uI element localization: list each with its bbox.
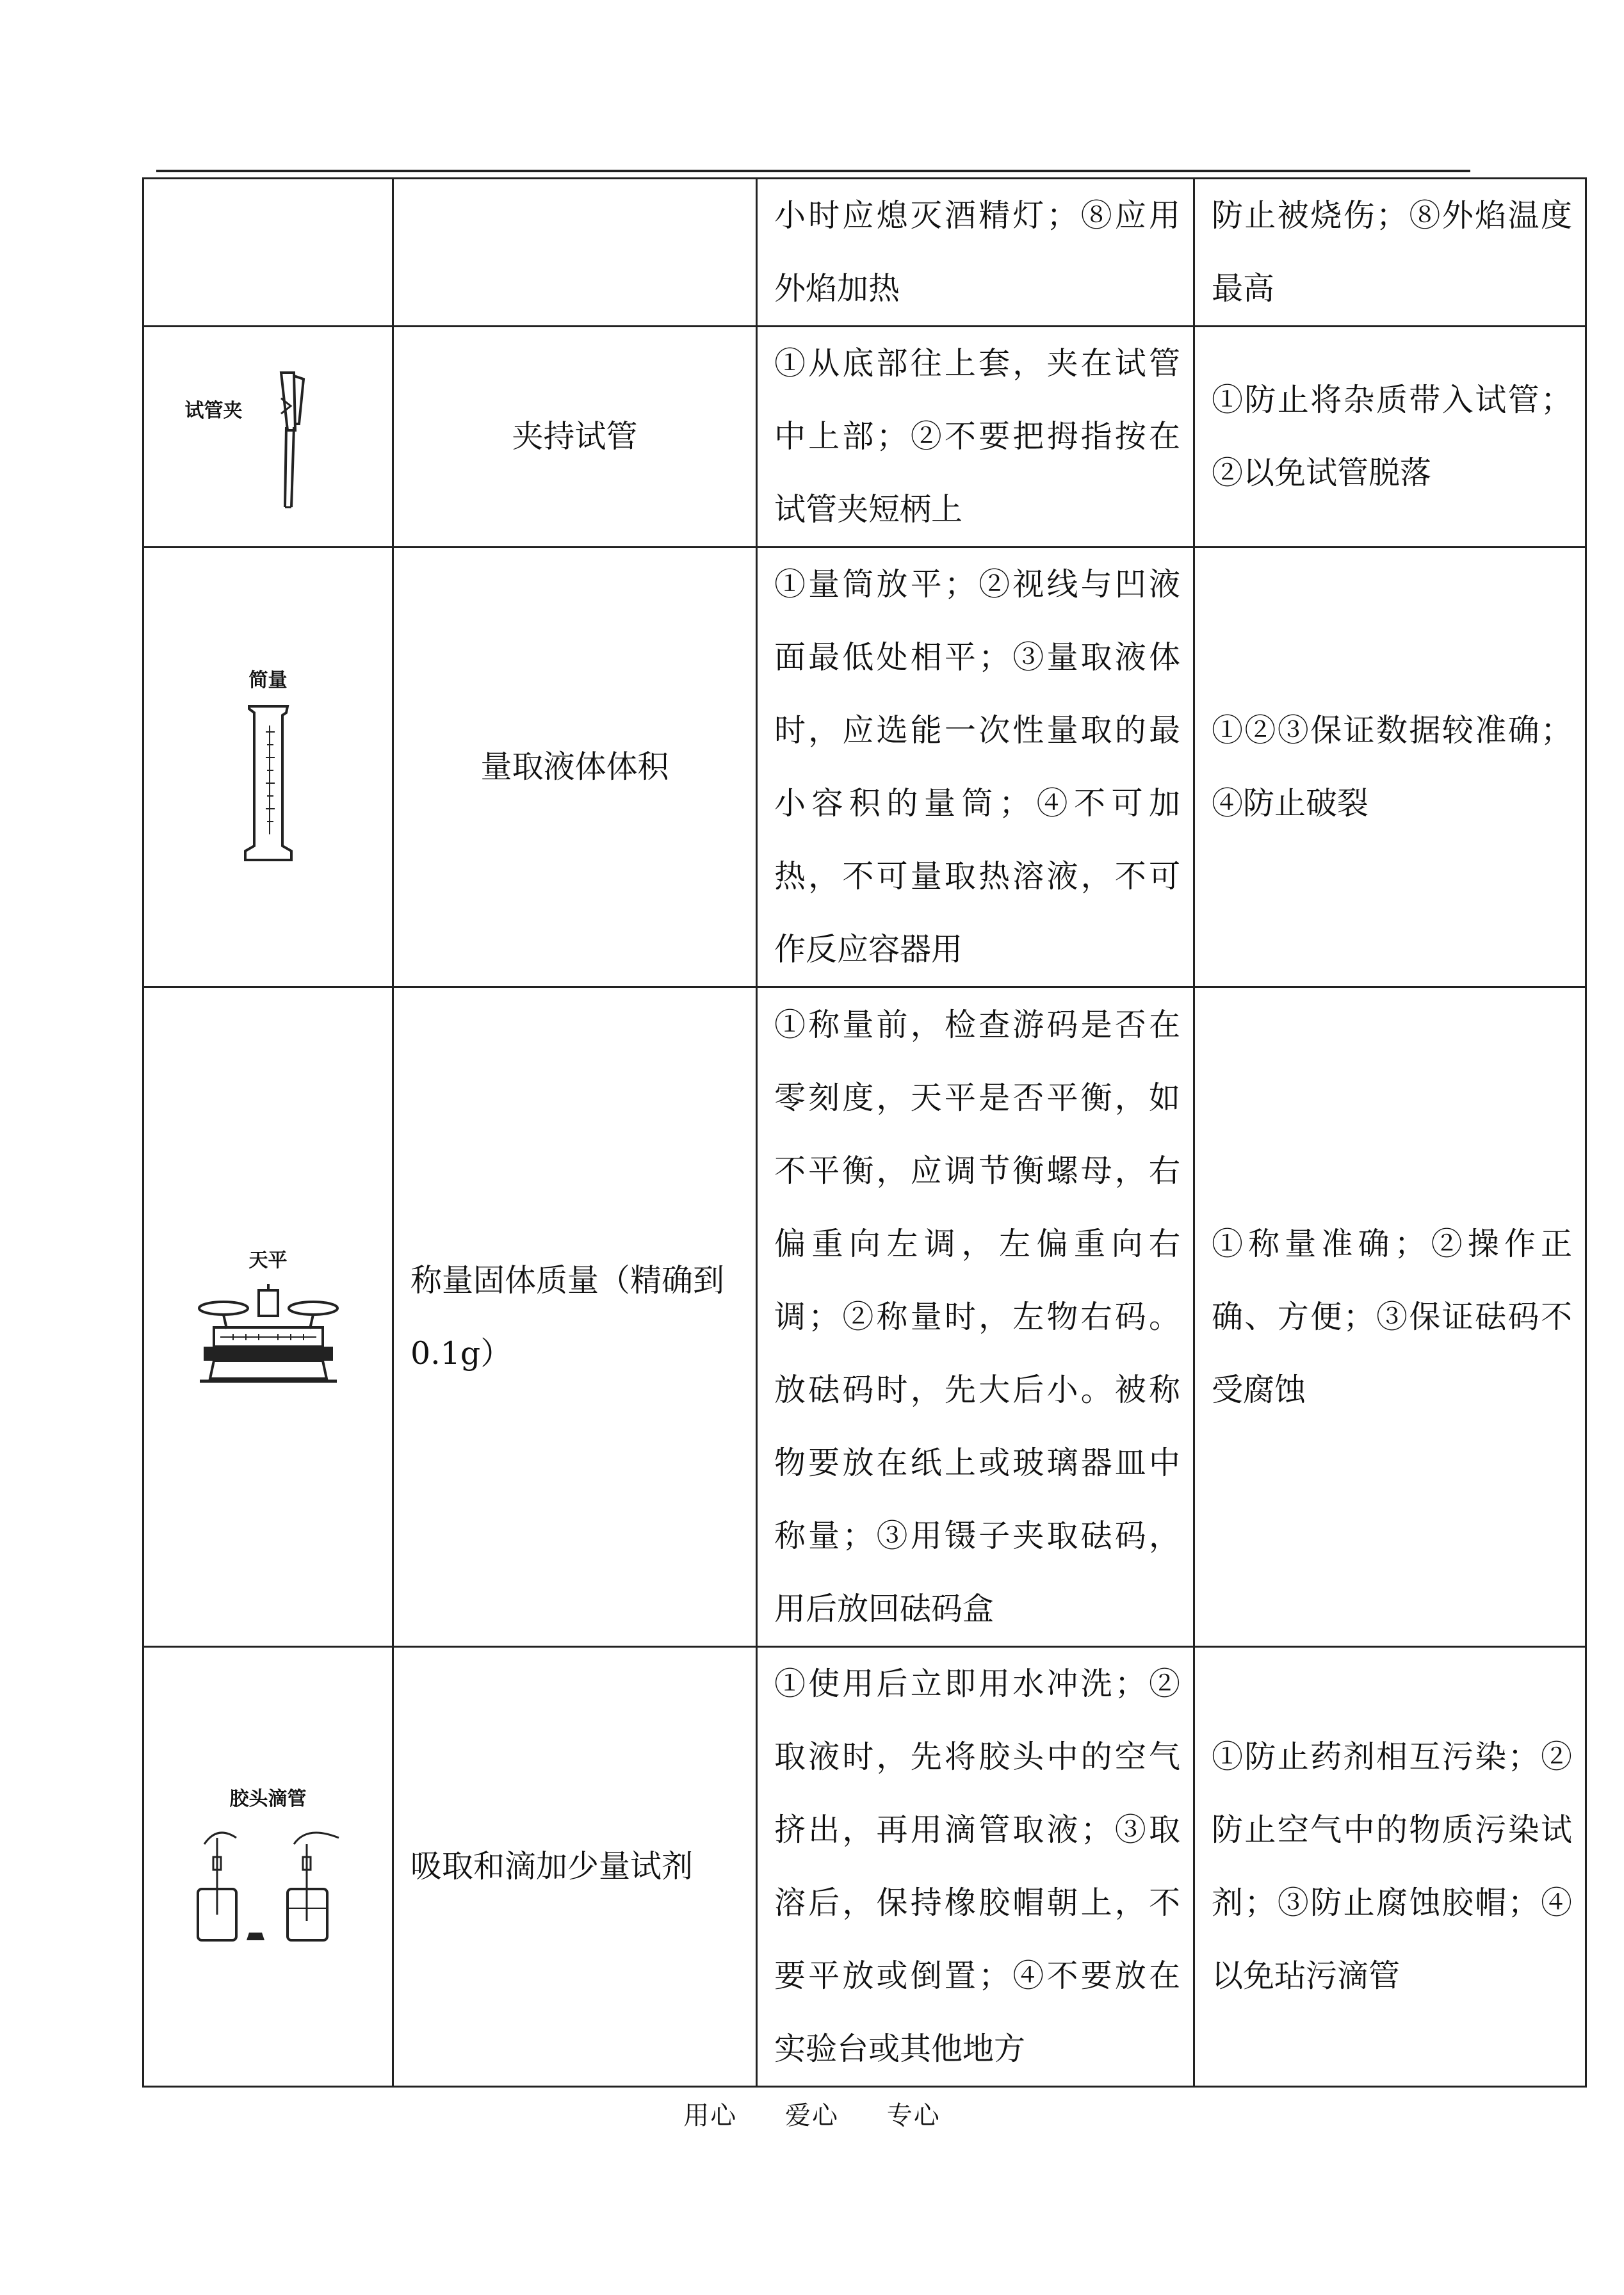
reasons-cell: ①②③保证数据较准确；④防止破裂 xyxy=(1194,547,1586,987)
reasons-cell: ①防止将杂质带入试管；②以免试管脱落 xyxy=(1194,327,1586,547)
use-cell: 吸取和滴加少量试剂 xyxy=(393,1647,757,2087)
picture-label: 试管夹 xyxy=(184,400,243,422)
table-row xyxy=(143,987,1586,1647)
graduated-cylinder-icon xyxy=(230,700,307,866)
picture-label: 简量 xyxy=(248,669,288,692)
notes-cell: ①使用后立即用水冲洗；②取液时，先将胶头中的空气挤出，再用滴管取液；③取溶后，保持橡胶帽朝上，不要平放或倒置；④不要放在实验台或其他地方 xyxy=(757,1647,1194,2087)
table-row xyxy=(143,327,1586,547)
dropper-icon xyxy=(185,1819,352,1947)
use-cell: 夹持试管 xyxy=(393,327,757,547)
picture-cell xyxy=(143,179,393,327)
footer-text: 专心 xyxy=(886,2101,941,2130)
notes-cell: ①量筒放平；②视线与凹液面最低处相平；③量取液体时，应选能一次性量取的最小容积的量筒；④不可加热，不可量取热溶液，不可作反应容器用 xyxy=(757,547,1194,987)
footer-text: 用心 xyxy=(683,2101,738,2130)
notes-cell: 小时应熄灭酒精灯；⑧应用外焰加热 xyxy=(757,179,1194,327)
table-row xyxy=(143,179,1586,327)
picture-cell xyxy=(143,1647,393,2087)
notes-cell: ①从底部往上套，夹在试管中上部；②不要把拇指按在试管夹短柄上 xyxy=(757,327,1194,547)
apparatus-table xyxy=(142,177,1587,2088)
use-cell xyxy=(393,179,757,327)
footer-text: 爱心 xyxy=(785,2101,839,2130)
notes-cell: ①称量前，检查游码是否在零刻度，天平是否平衡，如不平衡，应调节衡螺母，右偏重向左调，左偏重向右调；②称量时，左物右码。放砝码时，先大后小。被称物要放在纸上或玻璃器皿中称量；③用镊子夹取砝码，用后放回砝码盒 xyxy=(757,987,1194,1647)
picture-cell xyxy=(143,547,393,987)
table-row xyxy=(143,1647,1586,2087)
page-footer xyxy=(0,2095,1624,2132)
reasons-cell: ①防止药剂相互污染；②防止空气中的物质污染试剂；③防止腐蚀胶帽；④以免玷污滴管 xyxy=(1194,1647,1586,2087)
picture-cell xyxy=(143,987,393,1647)
use-cell: 称量固体质量（精确到0.1g） xyxy=(393,987,757,1647)
reasons-cell: ①称量准确；②操作正确、方便；③保证砝码不受腐蚀 xyxy=(1194,987,1586,1647)
balance-scale-icon xyxy=(195,1277,342,1386)
header-rule xyxy=(156,170,1470,172)
picture-label: 天平 xyxy=(248,1249,288,1272)
test-tube-holder-icon xyxy=(185,360,352,514)
picture-label: 胶头滴管 xyxy=(229,1788,307,1810)
picture-cell xyxy=(143,327,393,547)
reasons-cell: 防止被烧伤；⑧外焰温度最高 xyxy=(1194,179,1586,327)
use-cell: 量取液体体积 xyxy=(393,547,757,987)
table-row xyxy=(143,547,1586,987)
